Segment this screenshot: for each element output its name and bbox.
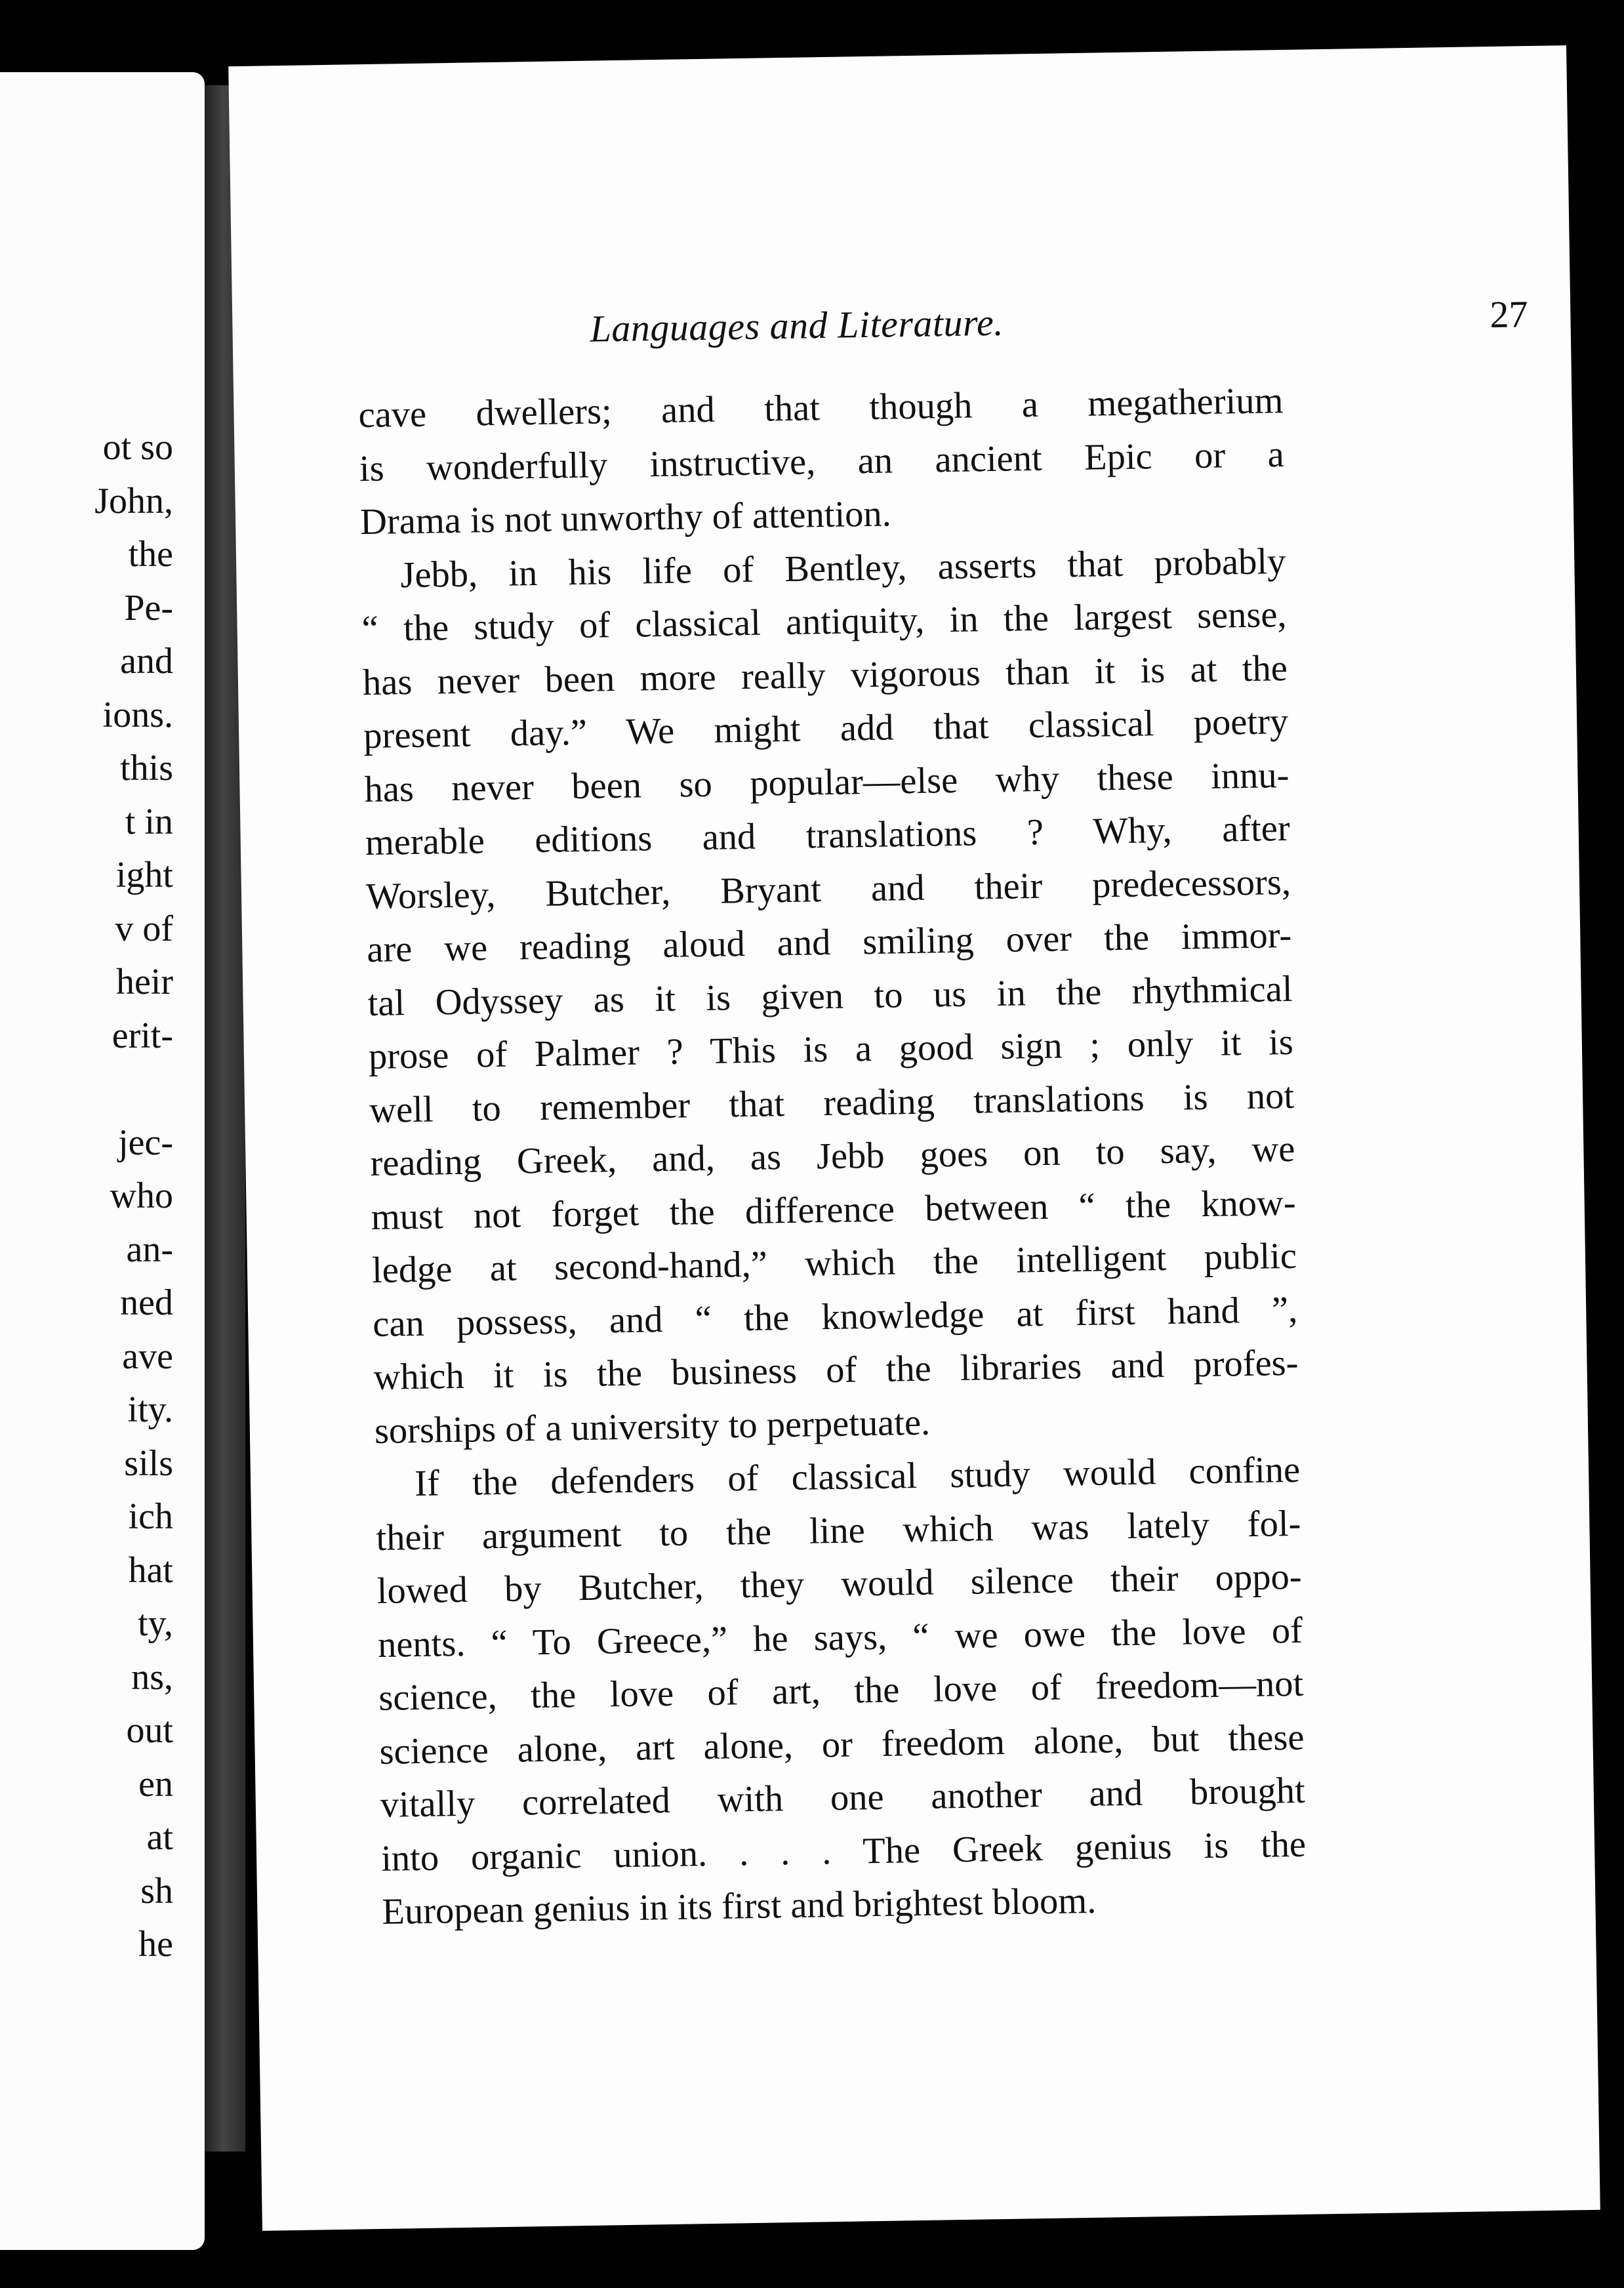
left-page-text-fragment: hat	[128, 1549, 173, 1591]
text-line: which it is the business of the libraries and profes-	[373, 1342, 1299, 1398]
text-line: tal Odyssey as it is given to us in the rhythmical	[367, 968, 1293, 1024]
left-page-text-fragment: he	[138, 1924, 173, 1965]
text-line: into organic union. . . . The Greek genius is the	[380, 1824, 1307, 1879]
left-page-text-fragment: ned	[120, 1282, 173, 1323]
body-text	[358, 375, 1307, 1939]
text-line: Jebb, in his life of Bentley, asserts that probably	[399, 541, 1286, 596]
left-page-text-fragment: sils	[124, 1442, 173, 1484]
text-line: has never been so popular—else why these innu-	[364, 754, 1289, 810]
left-page-text-fragment: out	[126, 1710, 173, 1751]
left-page-text-fragment: an-	[126, 1229, 173, 1270]
text-line: are we reading aloud and smiling over the immor-	[366, 914, 1292, 971]
left-page-text-fragment: v of	[115, 908, 173, 949]
left-page-text-fragment: jec-	[118, 1122, 173, 1163]
text-line: lowed by Butcher, they would silence their oppo-	[376, 1556, 1303, 1612]
left-page-text-fragment: ave	[122, 1336, 173, 1377]
left-page-fragment	[0, 72, 205, 2250]
paragraph	[358, 375, 1286, 550]
left-page-text-fragment: this	[120, 748, 173, 788]
paragraph	[361, 535, 1300, 1458]
text-line: European genius in its first and brightest bloom.	[381, 1880, 1097, 1932]
text-line: If the defenders of classical study would confine	[414, 1449, 1301, 1505]
left-page-text-fragment: ight	[115, 855, 173, 895]
text-line: ledge at second-hand,” which the intelligent public	[371, 1235, 1297, 1292]
text-line: prose of Palmer ? This is a good sign ; only it is	[368, 1021, 1294, 1078]
text-line: reading Greek, and, as Jebb goes on to say, we	[370, 1128, 1295, 1185]
text-line: Drama is not unworthy of attention.	[359, 493, 892, 543]
text-line: “ the study of classical antiquity, in the largest sense,	[361, 594, 1288, 650]
book-page	[228, 45, 1600, 2231]
paragraph	[375, 1444, 1307, 1940]
left-page-text-fragment: John,	[94, 480, 173, 521]
running-head: Languages and Literature.	[590, 300, 1004, 350]
left-page-text-fragment: ich	[128, 1496, 173, 1537]
text-line: present day.” We might add that classical poetry	[363, 701, 1289, 757]
text-line: well to remember that reading translations is not	[369, 1075, 1295, 1131]
text-line: Worsley, Butcher, Bryant and their predecessors,	[365, 861, 1291, 917]
left-page-text-fragment: heir	[115, 962, 173, 1002]
left-page-text-fragment: the	[128, 534, 173, 575]
left-page-text-fragment: and	[120, 641, 173, 682]
left-page-text-fragment: ot so	[102, 427, 173, 468]
text-line: science alone, art alone, or freedom alone, but these	[379, 1717, 1305, 1772]
text-line: has never been more really vigorous than it is at the	[362, 647, 1288, 703]
left-page-text-fragment: who	[110, 1175, 173, 1216]
left-page-text-fragment: ions.	[102, 694, 173, 735]
text-line: merable editions and translations ? Why, after	[365, 807, 1291, 864]
text-line: cave dwellers; and that though a megatherium	[358, 380, 1284, 436]
text-line: nents. “ To Greece,” he says, “ we owe the love of	[377, 1610, 1303, 1665]
left-page-text-fragment: Pe-	[124, 587, 173, 628]
left-page-text-fragment: ns,	[131, 1656, 173, 1698]
text-line: science, the love of art, the love of freedom—not	[378, 1663, 1304, 1719]
page-number: 27	[1489, 293, 1528, 337]
left-page-text-fragment: at	[146, 1817, 173, 1858]
text-line: sorships of a university to perpetuate.	[374, 1402, 931, 1452]
left-page-text-fragment: ty,	[138, 1603, 173, 1644]
text-line: their argument to the line which was lately fol-	[375, 1503, 1301, 1559]
text-line: can possess, and “ the knowledge at first hand ”,	[372, 1289, 1298, 1345]
left-page-text-fragment: erit-	[112, 1015, 173, 1056]
left-page-text-fragment: sh	[140, 1870, 173, 1911]
left-page-text-fragment: en	[138, 1763, 173, 1805]
text-line: must not forget the difference between “ the know-	[371, 1182, 1297, 1238]
page-header	[590, 292, 1528, 359]
text-line: vitally correlated with one another and brought	[380, 1770, 1306, 1826]
text-line: is wonderfully instructive, an ancient Epic or a	[359, 434, 1285, 489]
left-page-text-fragment: ity.	[127, 1389, 173, 1430]
left-page-text-fragment: t in	[125, 801, 173, 842]
